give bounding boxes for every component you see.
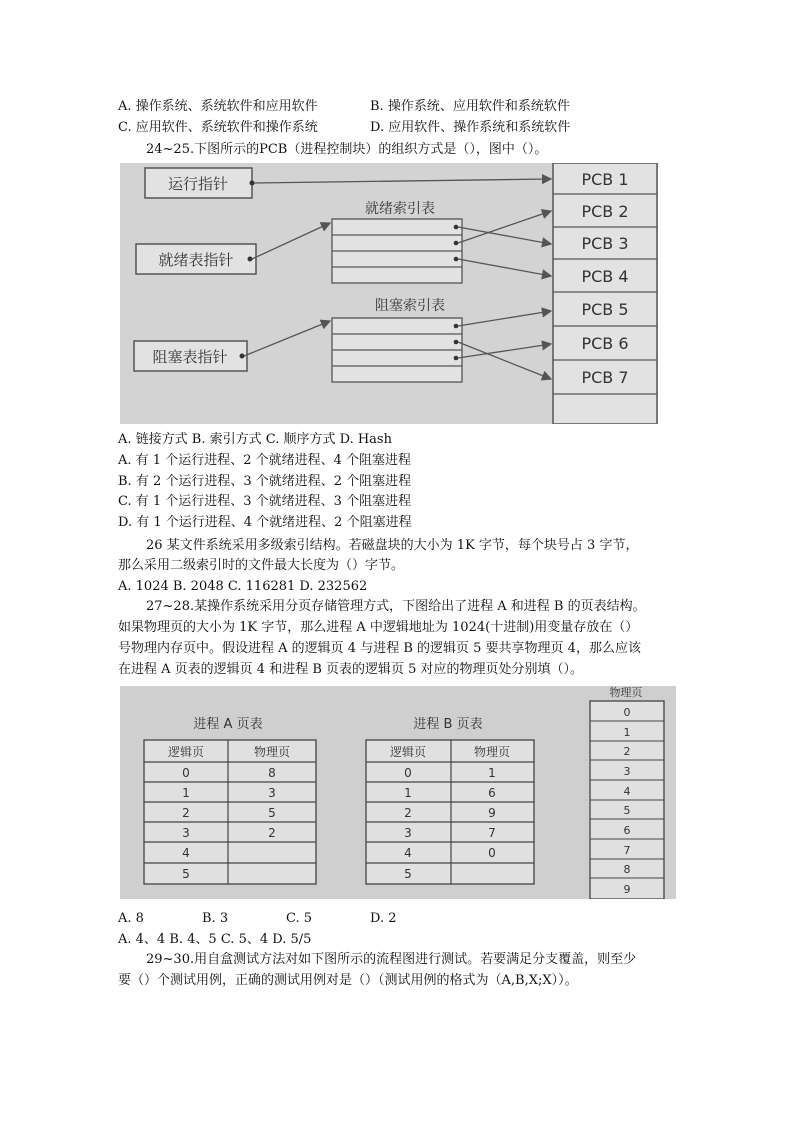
page-table-figure: [120, 686, 676, 899]
pcb-1-label: PCB 1: [581, 170, 629, 189]
q23-option-d: D. 应用软件、操作系统和系统软件: [370, 120, 571, 135]
q27-option-b: B. 3: [202, 911, 229, 926]
physical-page-2: 2: [623, 745, 631, 758]
table-b-row-2-logical: 2: [404, 806, 412, 820]
table-b-row-3-logical: 3: [404, 826, 412, 840]
block-index-table: [332, 318, 462, 382]
q23-option-b: B. 操作系统、应用软件和系统软件: [370, 99, 570, 114]
physical-page-0: 0: [623, 706, 631, 719]
table-b-row-3-physical: 7: [488, 826, 496, 840]
q25-option-d: D. 有 1 个运行进程、4 个就绪进程、2 个阻塞进程: [118, 515, 412, 530]
physical-page-8: 8: [623, 863, 631, 876]
physical-page-5: 5: [623, 804, 631, 817]
q25-option-b: B. 有 2 个运行进程、3 个就绪进程、2 个阻塞进程: [118, 474, 412, 489]
q25-option-a: A. 有 1 个运行进程、2 个就绪进程、4 个阻塞进程: [118, 453, 411, 468]
table-b-row-5-logical: 5: [404, 867, 412, 881]
ready-index-table: [332, 219, 462, 283]
pcb-3-label: PCB 3: [581, 234, 629, 253]
table-a-row-2-logical: 2: [182, 806, 190, 820]
q26-stem-line-2: 那么采用二级索引时的文件最大长度为（）字节。: [118, 558, 405, 573]
table-b-grid: [366, 740, 534, 884]
table-a-row-1-logical: 1: [182, 786, 190, 800]
table-a-row-2-physical: 5: [268, 806, 276, 820]
q27-28-stem-line-2: 如果物理页的大小为 1K 字节，那么进程 A 中逻辑地址为 1024(十进制)用变量存放在（）: [118, 620, 639, 635]
q29-30-stem-line-1: 29~30.用自盒测试方法对如下图所示的流程图进行测试。若要满足分支覆盖，则至少: [146, 952, 637, 967]
q26-stem-line-1: 26 某文件系统采用多级索引结构。若磁盘块的大小为 1K 字节，每个块号占 3 字节，: [146, 538, 639, 553]
block-pointer-dot: [240, 354, 245, 359]
table-b-row-0-physical: 1: [488, 766, 496, 780]
q27-28-stem-line-4: 在进程 A 页表的逻辑页 4 和进程 B 页表的逻辑页 5 对应的物理页处分别填（）。: [118, 662, 584, 677]
page-table-svg: [120, 686, 676, 899]
q28-options: A. 4、4 B. 4、5 C. 5、4 D. 5/5: [118, 932, 312, 947]
physical-page-4: 4: [623, 785, 631, 798]
table-b-row-4-physical: 0: [488, 846, 496, 860]
pcb-6-label: PCB 6: [581, 334, 629, 353]
pcb-2-label: PCB 2: [581, 202, 629, 221]
q27-option-c: C. 5: [286, 911, 313, 926]
q27-28-stem-line-3: 号物理内存页中。假设进程 A 的逻辑页 4 与进程 B 的逻辑页 5 要共享物理页 4，那么应该: [118, 641, 641, 656]
table-a-row-3-logical: 3: [182, 826, 190, 840]
q23-option-row-1: [118, 97, 570, 117]
table-b-row-1-physical: 6: [488, 786, 496, 800]
ready-pointer-label: 就绪表指针: [158, 251, 234, 269]
physical-page-1: 1: [623, 726, 631, 739]
block-index-title: 阻塞索引表: [375, 298, 445, 314]
table-a-row-5-logical: 5: [182, 867, 190, 881]
ready-pointer-dot: [248, 257, 253, 262]
q25-option-c: C. 有 1 个运行进程、3 个就绪进程、3 个阻塞进程: [118, 494, 412, 509]
physical-page-3: 3: [623, 765, 631, 778]
run-pointer-label: 运行指针: [167, 175, 229, 193]
table-a-row-3-physical: 2: [268, 826, 276, 840]
pcb-organization-figure: [120, 163, 658, 424]
table-a-col-logical: 逻辑页: [167, 745, 205, 759]
table-a-row-1-physical: 3: [268, 786, 276, 800]
table-b-row-2-physical: 9: [488, 806, 496, 820]
table-a-row-4-logical: 4: [182, 846, 190, 860]
q27-28-stem-line-1: 27~28.某操作系统采用分页存储管理方式，下图给出了进程 A 和进程 B 的页表结构。: [146, 599, 646, 614]
q27-option-d: D. 2: [370, 911, 397, 926]
pcb-figure-svg: [120, 163, 658, 424]
table-b-row-1-logical: 1: [404, 786, 412, 800]
table-a-grid: [144, 740, 316, 884]
q23-option-c: C. 应用软件、系统软件和操作系统: [118, 120, 318, 135]
pcb-5-label: PCB 5: [581, 300, 629, 319]
q24-25-stem: 24~25.下图所示的PCB（进程控制块）的组织方式是（），图中（）。: [146, 142, 548, 157]
q29-30-stem-line-2: 要（）个测试用例，正确的测试用例对是（）（测试用例的格式为（A,B,X;X））。: [118, 973, 578, 988]
block-pointer-label: 阻塞表指针: [152, 348, 228, 366]
table-a-row-0-logical: 0: [182, 766, 190, 780]
pcb-4-label: PCB 4: [581, 267, 629, 286]
q26-options: A. 1024 B. 2048 C. 116281 D. 232562: [118, 579, 368, 594]
run-pointer-dot: [250, 181, 255, 186]
physical-page-7: 7: [623, 844, 631, 857]
ready-index-title: 就绪索引表: [365, 201, 435, 217]
table-a-col-physical: 物理页: [253, 745, 291, 759]
q23-option-a: A. 操作系统、系统软件和应用软件: [118, 99, 318, 114]
table-b-col-physical: 物理页: [473, 745, 511, 759]
physical-pages-title: 物理页: [609, 686, 643, 699]
table-b-row-0-logical: 0: [404, 766, 412, 780]
table-a-title: 进程 A 页表: [193, 717, 263, 732]
physical-page-9: 9: [623, 883, 631, 896]
physical-page-6: 6: [623, 824, 631, 837]
q23-option-row-2: [118, 118, 570, 138]
table-b-row-4-logical: 4: [404, 846, 412, 860]
table-b-title: 进程 B 页表: [413, 717, 483, 732]
pcb-7-label: PCB 7: [581, 368, 629, 387]
q27-options: [118, 909, 397, 929]
table-b-col-logical: 逻辑页: [389, 745, 427, 759]
table-a-row-0-physical: 8: [268, 766, 276, 780]
q27-option-a: A. 8: [118, 911, 144, 926]
q24-options: A. 链接方式 B. 索引方式 C. 顺序方式 D. Hash: [118, 432, 392, 447]
